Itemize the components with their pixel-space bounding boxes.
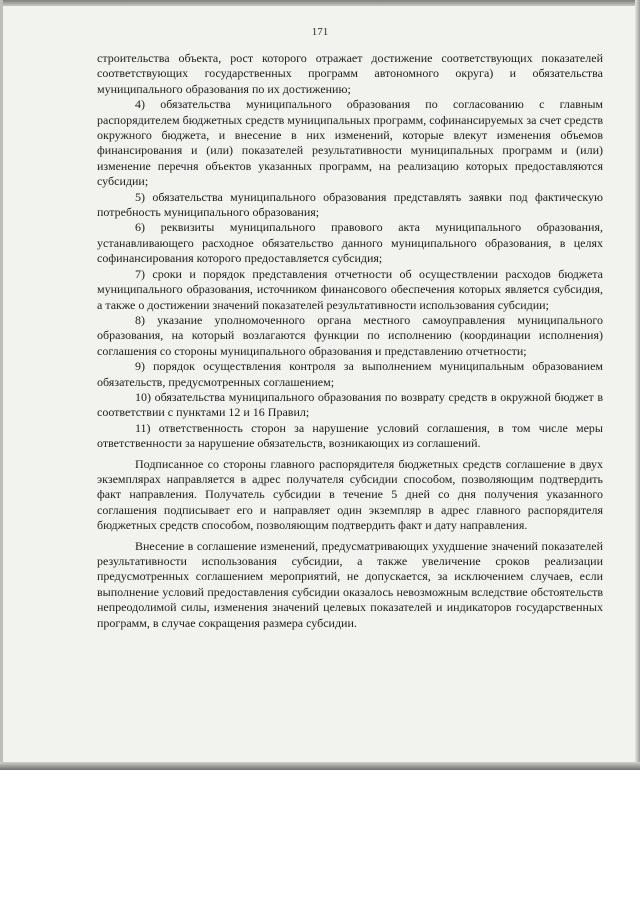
list-item-5: 5) обязательства муниципального образования представлять заявки под фактическую потребность муниципального образования; [97, 189, 603, 220]
page-left-edge [0, 0, 3, 770]
list-item-10: 10) обязательства муниципального образования по возврату средств в окружной бюджет в соответствии с пунктами 12 и 16 Правил; [97, 389, 603, 420]
list-item-4: 4) обязательства муниципального образования по согласованию с главным распорядителем бюджетных средств муниципальных программ, софинансируемых за счет средств окружного бюджета, и внесение в них изменений, которые влекут изменения объемов финансирования и (или) показателей результативности муниципальных программ и (или) изменение перечня объектов указанных программ, на реализацию которых предоставляются субсидии; [97, 97, 603, 189]
paragraph-continuation: строительства объекта, рост которого отражает достижение соответствующих показателей соответствующих государственных программ автономного округа) и обязательства муниципального образования по их достижению; [97, 51, 603, 96]
paragraph-signing: Подписанное со стороны главного распорядителя бюджетных средств соглашение в двух экземплярах направляется в адрес получателя субсидии способом, позволяющим подтвердить факт направления. Получатель субсидии в течение 5 дней со дня получения указанного соглашения подписывает его и направляет один экземпляр в адрес главного распорядителя бюджетных средств способом, позволяющим подтвердить факт и дату направления. [97, 456, 603, 533]
list-item-9: 9) порядок осуществления контроля за выполнением муниципальным образованием обязательств, предусмотренных соглашением; [97, 359, 603, 389]
page-top-shadow [0, 0, 640, 6]
list-item-11: 11) ответственность сторон за нарушение условий соглашения, в том числе меры ответственности за нарушение обязательств, возникающих из соглашений. [97, 420, 603, 451]
document-body [97, 51, 603, 631]
page-bottom-shadow [0, 762, 640, 770]
page-right-edge [635, 0, 640, 770]
list-item-6: 6) реквизиты муниципального правового акта муниципального образования, устанавливающего расходное обязательство данного муниципального образования, в целях софинансирования которого предоставляется субсидия; [97, 220, 603, 266]
page-number: 171 [311, 26, 329, 38]
list-item-8: 8) указание уполномоченного органа местного самоуправления муниципального образования, на который возлагаются функции по исполнению (координации исполнения) соглашения со стороны муниципального образования и представлению отчетности; [97, 312, 603, 358]
list-item-7: 7) сроки и порядок представления отчетности об осуществлении расходов бюджета муниципального образования, источником финансового обеспечения которых является субсидия, а также о достижении значений показателей результативности использования субсидии; [97, 266, 603, 312]
paragraph-amendments: Внесение в соглашение изменений, предусматривающих ухудшение значений показателей результативности использования субсидии, а также увеличение сроков реализации предусмотренных соглашением мероприятий, не допускается, за исключением случаев, если выполнение условий предоставления субсидии оказалось невозможным вследствие обстоятельств непреодолимой силы, изменения значений целевых показателей и индикаторов государственных программ, в случае сокращения размера субсидии. [97, 538, 603, 630]
